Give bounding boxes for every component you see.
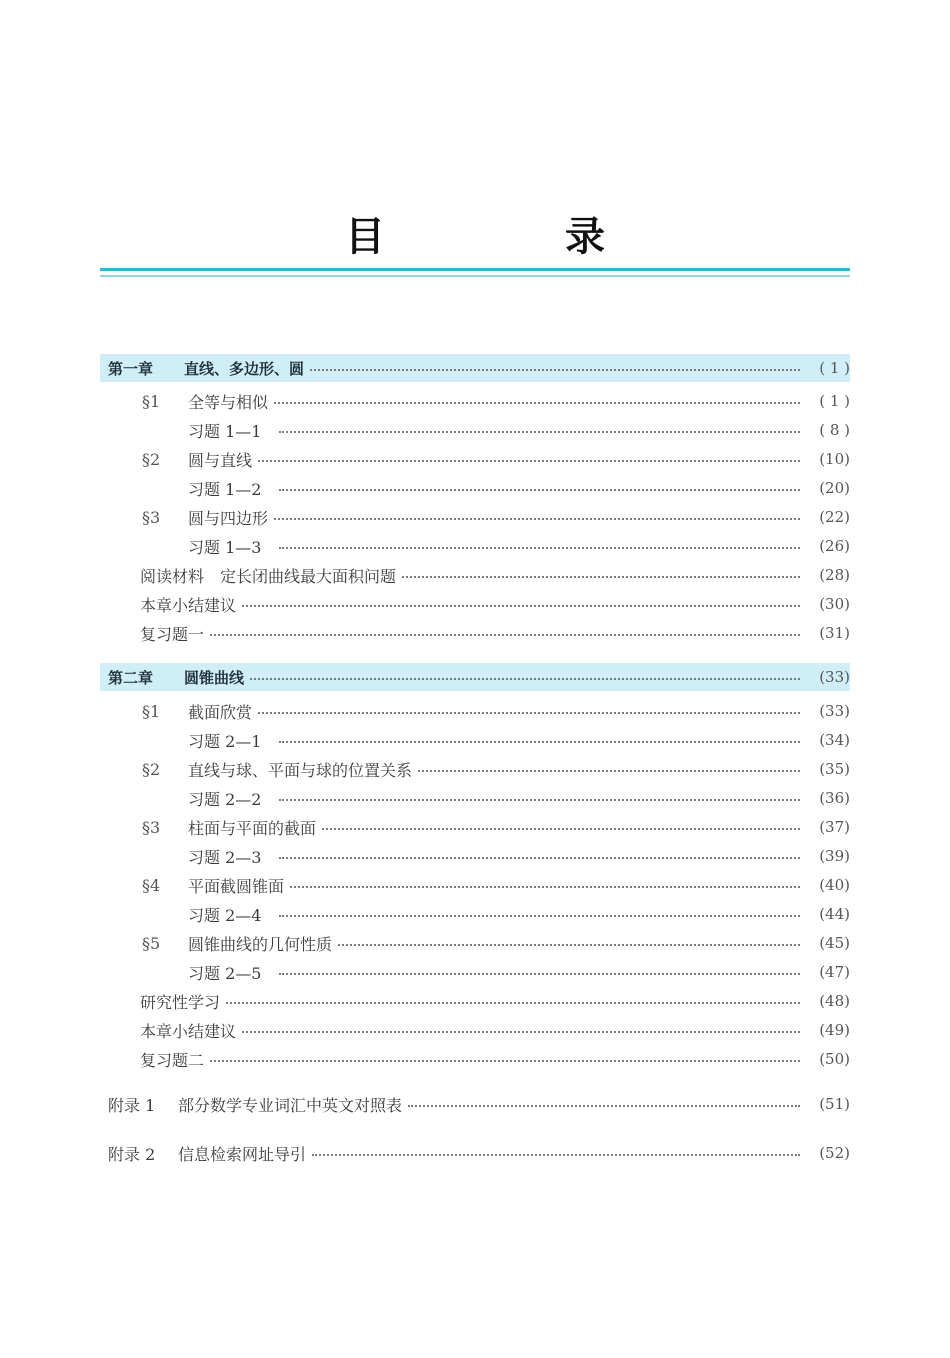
toc-entry-title: 复习题一 <box>140 624 205 644</box>
toc-dot-leader <box>210 1060 800 1062</box>
toc-dot-leader <box>310 369 800 371</box>
toc-entry-misc[interactable] <box>100 1016 850 1044</box>
toc-page-number: ( 1 ) <box>819 392 850 410</box>
toc-dot-leader <box>408 1105 800 1107</box>
toc-entry-title: 圆与直线 <box>188 450 253 470</box>
toc-page-number: (33) <box>819 702 850 720</box>
toc-entry-number: §1 <box>142 391 161 411</box>
toc-dot-leader <box>242 1031 800 1033</box>
toc-entry-exercise[interactable] <box>100 784 850 812</box>
toc-entry-section[interactable] <box>100 929 850 957</box>
toc-entry-number: §5 <box>142 933 161 953</box>
toc-entry-title: 直线、多边形、圆 <box>184 359 305 378</box>
toc-entry-appendix[interactable] <box>100 1090 850 1118</box>
toc-page-number: (48) <box>819 992 850 1010</box>
toc-page-number: (33) <box>819 668 850 686</box>
toc-entry-title: 本章小结建议 <box>140 1021 237 1041</box>
toc-entry-section[interactable] <box>100 813 850 841</box>
toc-entry-misc[interactable] <box>100 1045 850 1073</box>
toc-entry-number: §4 <box>142 875 161 895</box>
toc-dot-leader <box>279 547 800 549</box>
toc-entry-misc[interactable] <box>100 590 850 618</box>
toc-dot-leader <box>258 712 800 714</box>
toc-entry-exercise[interactable] <box>100 842 850 870</box>
toc-entry-title: 部分数学专业词汇中英文对照表 <box>178 1095 403 1115</box>
toc-dot-leader <box>279 799 800 801</box>
toc-dot-leader <box>402 576 800 578</box>
toc-entry-section[interactable] <box>100 445 850 473</box>
toc-entry-chapter[interactable] <box>100 354 850 382</box>
toc-entry-title: 直线与球、平面与球的位置关系 <box>188 760 413 780</box>
toc-dot-leader <box>279 915 800 917</box>
toc-page-number: (30) <box>819 595 850 613</box>
title-rule-secondary <box>100 275 850 277</box>
toc-entry-title: 全等与相似 <box>188 392 269 412</box>
toc-page-number: (45) <box>819 934 850 952</box>
toc-dot-leader <box>274 402 800 404</box>
toc-entry-title: 复习题二 <box>140 1050 205 1070</box>
toc-entry-title: 习题 2—5 <box>188 963 262 983</box>
toc-dot-leader <box>312 1154 800 1156</box>
toc-page-number: (22) <box>819 508 850 526</box>
toc-dot-leader <box>279 741 800 743</box>
toc-entry-exercise[interactable] <box>100 726 850 754</box>
toc-entry-title: 习题 2—1 <box>188 731 262 751</box>
toc-page-number: (28) <box>819 566 850 584</box>
toc-entry-number: 附录 1 <box>108 1095 156 1115</box>
toc-entry-title: 本章小结建议 <box>140 595 237 615</box>
toc-entry-misc[interactable] <box>100 987 850 1015</box>
toc-entry-exercise[interactable] <box>100 532 850 560</box>
toc-entry-number: §3 <box>142 507 161 527</box>
toc-entry-number: §2 <box>142 759 161 779</box>
toc-entry-title: 阅读材料 定长闭曲线最大面积问题 <box>140 566 397 586</box>
toc-dot-leader <box>290 886 800 888</box>
toc-entry-title: 习题 2—3 <box>188 847 262 867</box>
toc-entry-exercise[interactable] <box>100 416 850 444</box>
toc-dot-leader <box>279 973 800 975</box>
toc-entry-misc[interactable] <box>100 561 850 589</box>
toc-dot-leader <box>258 460 800 462</box>
toc-entry-misc[interactable] <box>100 619 850 647</box>
toc-dot-leader <box>279 857 800 859</box>
toc-entry-title: 平面截圆锥面 <box>188 876 285 896</box>
toc-entry-title: 柱面与平面的截面 <box>188 818 317 838</box>
toc-entry-title: 圆与四边形 <box>188 508 269 528</box>
toc-entry-number: 附录 2 <box>108 1144 156 1164</box>
toc-page-number: (31) <box>819 624 850 642</box>
toc-page-number: (47) <box>819 963 850 981</box>
toc-dot-leader <box>279 489 800 491</box>
toc-entry-section[interactable] <box>100 755 850 783</box>
toc-entry-number: §1 <box>142 701 161 721</box>
toc-dot-leader <box>279 431 800 433</box>
toc-entry-number: §2 <box>142 449 161 469</box>
toc-page-number: (20) <box>819 479 850 497</box>
toc-dot-leader <box>242 605 800 607</box>
toc-dot-leader <box>338 944 800 946</box>
toc-entry-number: 第一章 <box>108 359 154 378</box>
toc-page-number: ( 8 ) <box>819 421 850 439</box>
toc-entry-section[interactable] <box>100 503 850 531</box>
toc-dot-leader <box>226 1002 800 1004</box>
toc-page-number: (36) <box>819 789 850 807</box>
toc-page-number: ( 1 ) <box>819 359 850 377</box>
toc-entry-title: 截面欣赏 <box>188 702 253 722</box>
toc-entry-appendix[interactable] <box>100 1139 850 1167</box>
toc-page-number: (34) <box>819 731 850 749</box>
toc-entry-exercise[interactable] <box>100 900 850 928</box>
toc-entry-title: 习题 1—1 <box>188 421 262 441</box>
toc-dot-leader <box>418 770 800 772</box>
toc-page-number: (49) <box>819 1021 850 1039</box>
toc-entry-title: 圆锥曲线的几何性质 <box>188 934 333 954</box>
toc-entry-section[interactable] <box>100 871 850 899</box>
toc-entry-exercise[interactable] <box>100 474 850 502</box>
toc-page-number: (37) <box>819 818 850 836</box>
toc-page-number: (39) <box>819 847 850 865</box>
toc-page-number: (26) <box>819 537 850 555</box>
toc-entry-number: 第二章 <box>108 668 154 687</box>
toc-page-number: (10) <box>819 450 850 468</box>
toc-page-number: (40) <box>819 876 850 894</box>
toc-entry-title: 习题 1—3 <box>188 537 262 557</box>
toc-entry-chapter[interactable] <box>100 663 850 691</box>
toc-page-number: (44) <box>819 905 850 923</box>
toc-entry-title: 研究性学习 <box>140 992 221 1012</box>
toc-dot-leader <box>250 678 800 680</box>
page-title: 目 录 <box>345 214 675 260</box>
toc-page-number: (52) <box>819 1144 850 1162</box>
toc-entry-title: 习题 2—2 <box>188 789 262 809</box>
toc-page-number: (50) <box>819 1050 850 1068</box>
toc-entry-exercise[interactable] <box>100 958 850 986</box>
toc-dot-leader <box>322 828 800 830</box>
toc-entry-title: 圆锥曲线 <box>184 668 245 687</box>
toc-dot-leader <box>210 634 800 636</box>
toc-entry-section[interactable] <box>100 387 850 415</box>
toc-entry-title: 信息检索网址导引 <box>178 1144 307 1164</box>
toc-dot-leader <box>274 518 800 520</box>
toc-entry-section[interactable] <box>100 697 850 725</box>
title-rule <box>100 268 850 271</box>
toc-entry-number: §3 <box>142 817 161 837</box>
toc-entry-title: 习题 1—2 <box>188 479 262 499</box>
toc-page-number: (51) <box>819 1095 850 1113</box>
toc-entry-title: 习题 2—4 <box>188 905 262 925</box>
toc-page-number: (35) <box>819 760 850 778</box>
